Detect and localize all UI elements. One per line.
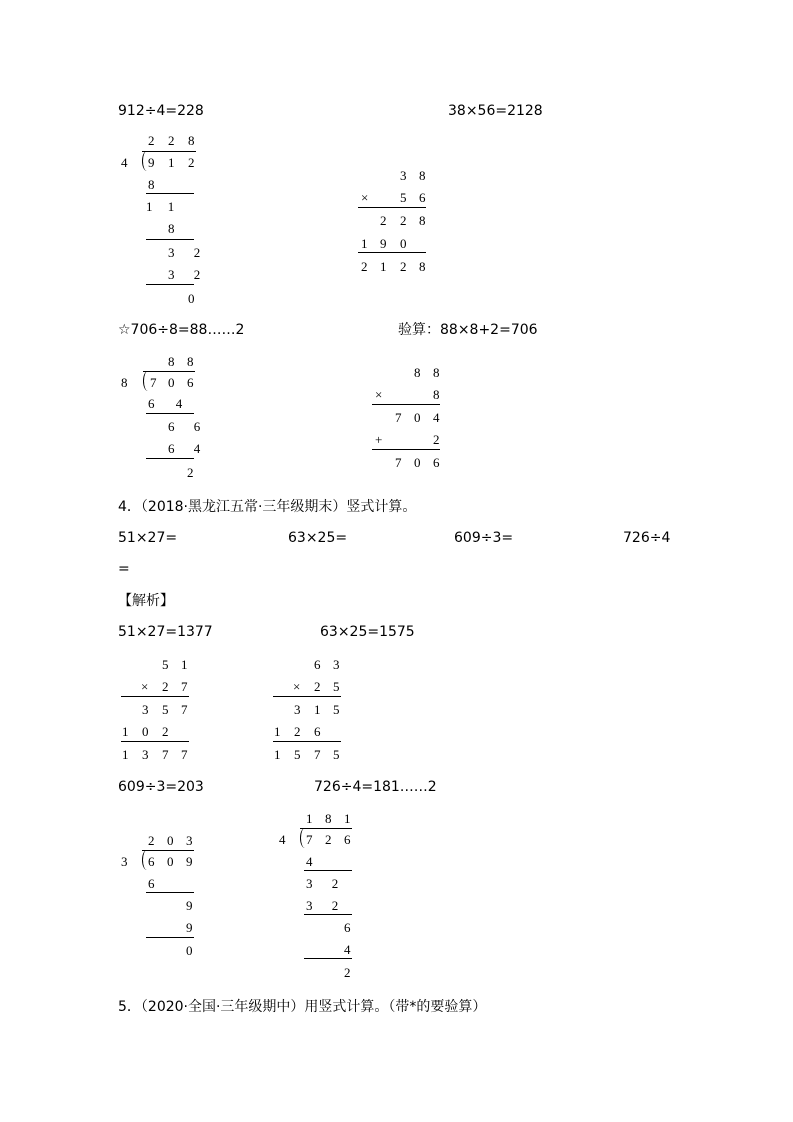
dividend-digit: 6	[344, 832, 351, 847]
divisor: 4	[121, 155, 128, 170]
digit: 3	[333, 657, 340, 672]
remainder: 0	[186, 943, 193, 958]
remainder: 2	[187, 465, 194, 480]
step-line	[146, 892, 194, 893]
digit: 1	[122, 724, 129, 739]
remainder: 0	[188, 291, 195, 306]
equation-912-div-4: 912÷4=228	[118, 103, 204, 119]
digit: 0	[414, 410, 421, 425]
digit: 6	[314, 657, 321, 672]
dividend-digit: 6	[187, 375, 194, 390]
digit: 1	[181, 657, 188, 672]
digit: 7	[314, 747, 321, 762]
digit: 5	[162, 657, 169, 672]
dividend-digit: 0	[167, 854, 174, 869]
digit: 1	[314, 702, 321, 717]
analysis-label: 【解析】	[118, 593, 174, 609]
problem-609div3: 609÷3=	[454, 530, 514, 546]
step-line	[146, 193, 194, 194]
digit: 0	[400, 236, 407, 251]
digit: 5	[400, 190, 407, 205]
quotient-digit: 1	[344, 811, 351, 826]
divisor: 3	[121, 854, 128, 869]
quotient-digit: 0	[167, 833, 174, 848]
digit: 6	[433, 455, 440, 470]
sum-line	[273, 741, 341, 742]
operator: ×	[293, 679, 301, 694]
digit: 9	[380, 236, 387, 251]
step-line	[146, 413, 194, 414]
digit: 3	[142, 747, 149, 762]
digit: 7	[162, 747, 169, 762]
problem-726div4: 726÷4	[623, 530, 671, 546]
quotient-digit: 2	[168, 133, 175, 148]
digit: 1	[274, 747, 281, 762]
step-line	[146, 458, 194, 459]
step-line	[304, 914, 352, 915]
operator: ×	[141, 679, 149, 694]
digit: 3	[294, 702, 301, 717]
dividend-digit: 9	[186, 854, 193, 869]
sum-line	[358, 252, 426, 253]
digit: 2	[400, 213, 407, 228]
remainder: 2	[344, 965, 351, 980]
product-line	[121, 696, 189, 697]
plus-operator: +	[375, 432, 383, 447]
digit: 2	[162, 724, 169, 739]
step-value: 6 6	[168, 419, 209, 434]
digit: 6	[314, 724, 321, 739]
verification-equation: 验算：88×8+2=706	[398, 322, 538, 338]
product-line	[372, 404, 440, 405]
digit: 8	[433, 387, 440, 402]
quotient-digit: 2	[148, 133, 155, 148]
wrapped-equals: =	[118, 561, 130, 577]
equation-609div3: 609÷3=203	[118, 779, 204, 795]
digit: 6	[419, 190, 426, 205]
equation-38-times-56: 38×56=2128	[448, 103, 543, 119]
dividend-digit: 9	[148, 155, 155, 170]
digit: 7	[181, 702, 188, 717]
problem-63x25: 63×25=	[288, 530, 348, 546]
step-value: 6 4	[168, 441, 209, 456]
digit: 5	[333, 747, 340, 762]
division-bracket	[143, 371, 150, 391]
step-line	[146, 937, 194, 938]
digit: 7	[395, 455, 402, 470]
digit: 5	[294, 747, 301, 762]
division-bar	[143, 371, 195, 372]
digit: 8	[419, 168, 426, 183]
divisor: 4	[279, 832, 286, 847]
digit: 1	[380, 259, 387, 274]
digit: 1	[361, 236, 368, 251]
sum-line	[121, 741, 189, 742]
division-bar	[300, 828, 352, 829]
dividend-digit: 2	[188, 155, 195, 170]
dividend-digit: 7	[150, 375, 157, 390]
digit: 2	[433, 432, 440, 447]
step-value: 6	[344, 920, 351, 935]
digit: 2	[380, 213, 387, 228]
sum-line	[372, 449, 440, 450]
quotient-digit: 3	[186, 833, 193, 848]
step-value: 8	[168, 221, 175, 236]
digit: 2	[314, 679, 321, 694]
digit: 5	[333, 679, 340, 694]
operator: ×	[361, 190, 369, 205]
step-value: 4	[306, 854, 313, 869]
step-line	[146, 284, 194, 285]
step-value: 1 1	[146, 199, 181, 214]
equation-706-div-8: ☆706÷8=88……2	[118, 322, 245, 338]
digit: 1	[274, 724, 281, 739]
digit: 8	[419, 213, 426, 228]
dividend-digit: 6	[148, 854, 155, 869]
step-value: 6 4	[148, 396, 192, 411]
step-value: 3 2	[168, 245, 209, 260]
digit: 3	[142, 702, 149, 717]
digit: 2	[294, 724, 301, 739]
digit: 5	[333, 702, 340, 717]
equation-63x25: 63×25=1575	[320, 624, 415, 640]
step-line	[146, 239, 194, 240]
digit: 4	[433, 410, 440, 425]
digit: 7	[181, 679, 188, 694]
dividend-digit: 7	[306, 832, 313, 847]
digit: 2	[162, 679, 169, 694]
digit: 0	[414, 455, 421, 470]
digit: 5	[162, 702, 169, 717]
digit: 0	[142, 724, 149, 739]
product-line	[273, 696, 341, 697]
digit: 8	[414, 365, 421, 380]
step-value: 3 2	[306, 876, 347, 891]
step-line	[304, 958, 352, 959]
digit: 8	[419, 259, 426, 274]
digit: 7	[395, 410, 402, 425]
operator: ×	[375, 387, 383, 402]
step-line	[304, 870, 352, 871]
digit: 7	[181, 747, 188, 762]
digit: 8	[433, 365, 440, 380]
digit: 2	[400, 259, 407, 274]
quotient-digit: 8	[325, 811, 332, 826]
divisor: 8	[121, 375, 128, 390]
product-line	[358, 207, 426, 208]
digit: 2	[361, 259, 368, 274]
step-value: 3 2	[306, 898, 347, 913]
step-value: 3 2	[168, 267, 209, 282]
quotient-digit: 8	[188, 133, 195, 148]
dividend-digit: 2	[325, 832, 332, 847]
division-bar	[142, 850, 194, 851]
digit: 3	[400, 168, 407, 183]
equation-51x27: 51×27=1377	[118, 624, 213, 640]
step-value: 4	[344, 942, 351, 957]
step-value: 6	[148, 876, 155, 891]
question-5-heading: 5．（2020·全国·三年级期中）用竖式计算。（带*的要验算）	[118, 999, 487, 1015]
step-value: 9	[186, 920, 193, 935]
step-value: 8	[148, 177, 155, 192]
quotient-digit: 2	[148, 833, 155, 848]
dividend-digit: 1	[168, 155, 175, 170]
question-4-heading: 4．（2018·黑龙江五常·三年级期末）竖式计算。	[118, 499, 417, 515]
dividend-digit: 0	[168, 375, 175, 390]
step-value: 9	[186, 898, 193, 913]
quotient-digit: 1	[306, 811, 313, 826]
quotient-digit: 8	[168, 354, 175, 369]
division-bar	[142, 151, 196, 152]
quotient-digit: 8	[187, 354, 194, 369]
problem-51x27: 51×27=	[118, 530, 178, 546]
equation-726div4: 726÷4=181……2	[314, 779, 437, 795]
digit: 1	[122, 747, 129, 762]
